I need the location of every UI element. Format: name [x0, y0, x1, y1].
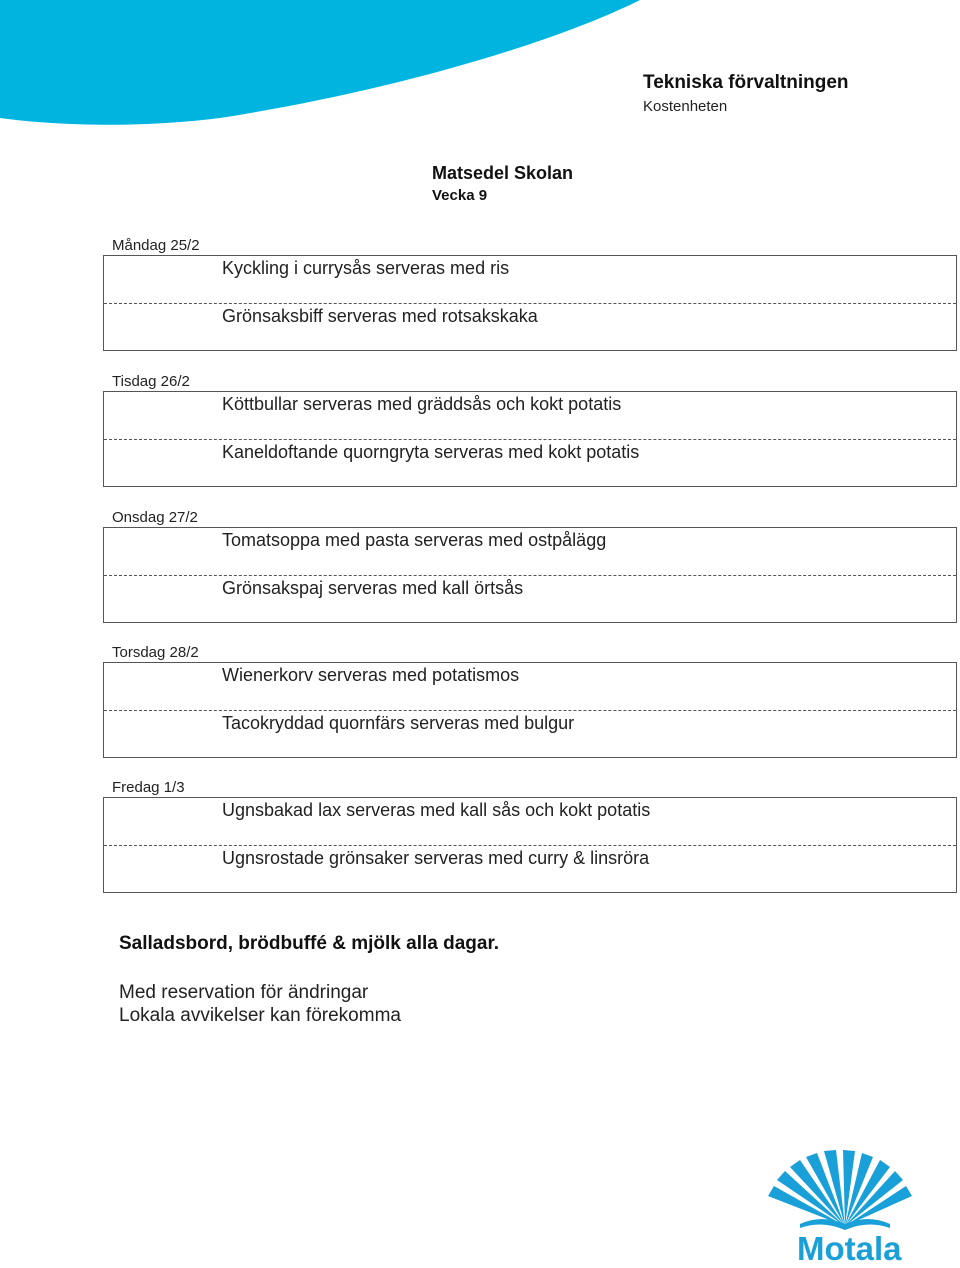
- dish-2: Kaneldoftande quorngryta serveras med kokt potatis: [222, 442, 640, 462]
- dashed-divider: [104, 303, 956, 304]
- organization-block: [643, 72, 849, 115]
- day-label: Fredag 1/3: [112, 779, 185, 796]
- dashed-divider: [104, 575, 956, 576]
- disclaimer-line: Med reservation för ändringar: [119, 982, 369, 1003]
- day-label: Måndag 25/2: [112, 237, 200, 254]
- dish-2: Grönsakspaj serveras med kall örtsås: [222, 578, 524, 598]
- week-label: Vecka 9: [432, 187, 488, 204]
- dish-2: Tacokryddad quornfärs serveras med bulgur: [222, 713, 575, 733]
- day-label: Tisdag 26/2: [112, 373, 190, 390]
- dish-1: Kyckling i currysås serveras med ris: [222, 258, 510, 278]
- motala-logo-text: Motala: [797, 1230, 902, 1267]
- dish-2: Grönsaksbiff serveras med rotsakskaka: [222, 306, 538, 326]
- dish-1: Wienerkorv serveras med potatismos: [222, 665, 520, 685]
- disclaimer-line: Lokala avvikelser kan förekomma: [119, 1005, 401, 1026]
- dish-1: Köttbullar serveras med gräddsås och kokt potatis: [222, 394, 622, 414]
- day-menu-box: [103, 391, 957, 487]
- page-title: Matsedel Skolan: [432, 163, 574, 183]
- daily-offer-text: Salladsbord, brödbuffé & mjölk alla dagar.: [119, 933, 500, 954]
- organization-unit: Kostenheten: [643, 98, 728, 115]
- day-menu-box: [103, 662, 957, 758]
- day-label: Onsdag 27/2: [112, 509, 198, 526]
- dish-1: Tomatsoppa med pasta serveras med ostpålägg: [222, 530, 607, 550]
- dish-1: Ugnsbakad lax serveras med kall sås och kokt potatis: [222, 800, 651, 820]
- dashed-divider: [104, 439, 956, 440]
- dashed-divider: [104, 710, 956, 711]
- day-menu-box: [103, 527, 957, 623]
- organization-name: Tekniska förvaltningen: [643, 72, 849, 93]
- day-label: Torsdag 28/2: [112, 644, 199, 661]
- dish-2: Ugnsrostade grönsaker serveras med curry & linsröra: [222, 848, 650, 868]
- menu-title-block: [432, 163, 573, 204]
- day-menu-box: [103, 797, 957, 893]
- dashed-divider: [104, 845, 956, 846]
- disclaimer: [119, 981, 401, 1027]
- day-menu-box: [103, 255, 957, 351]
